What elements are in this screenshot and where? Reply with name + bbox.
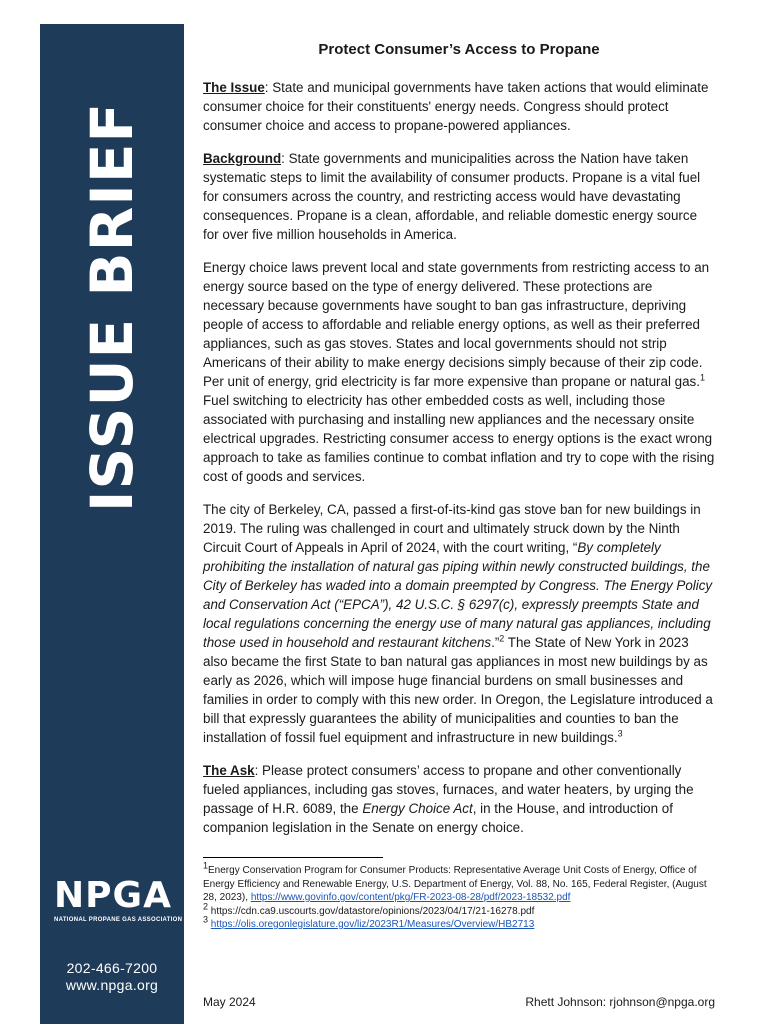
background-text: : State governments and municipalities across the Nation have taken systematic steps to limit the availability of consumer products. Propane is a vital fuel for consumers across the country, and restricting access would have devastating consequences. Propane is a clean, affordable, and reliable domestic energy source for over five million households in America.: [203, 151, 701, 242]
footnote-divider: [203, 857, 383, 858]
issue-paragraph: [203, 78, 715, 135]
footnote-2-text: https://cdn.ca9.uscourts.gov/datastore/opinions/2023/04/17/21-16278.pdf: [208, 905, 535, 917]
footnote-ref-3: 3: [617, 728, 623, 739]
berkeley-text-2: .”: [491, 635, 500, 650]
ask-text-1: : Please protect consumers’ access to propane and other conventionally fueled appliances, including gas stoves, furnaces, and water heaters, by urging the passage of H.R. 6089, the: [203, 763, 694, 816]
footnote-ref-2: 2: [499, 633, 505, 644]
energy-choice-text-1: Energy choice laws prevent local and state governments from restricting access to an energy source based on the type of energy delivered. These protections are necessary because governments have sought to ban gas infrastructure, depriving people of access to affordable and reliable energy options, as well as their preferred appliances, such as gas stoves. States and local governments should not strip Americans of their ability to make energy decisions simply because of their zip code. Per unit of energy, grid electricity is far more expensive than propane or natural gas.: [203, 260, 710, 389]
footer-date: May 2024: [203, 995, 256, 1009]
sidebar-contact: [48, 960, 176, 994]
footnote-3-number: 3: [203, 914, 209, 925]
energy-choice-text-2: Fuel switching to electricity has other embedded costs as well, including those associated with purchasing and installing new appliances and the necessary onsite electrical upgrades. Restricting consumer access to energy options is the exact wrong approach to take as families continue to combat inflation and try to cope with the rising cost of goods and services.: [203, 393, 715, 484]
logo-subtitle: NATIONAL PROPANE GAS ASSOCIATION: [54, 917, 183, 923]
ask-paragraph: [203, 761, 715, 837]
ask-text-2: , in the House, and introduction of companion legislation in the Senate on energy choice.: [203, 801, 673, 835]
issue-brief-title: ISSUE BRIEF: [78, 101, 146, 513]
footer-contact: Rhett Johnson: rjohnson@npga.org: [525, 995, 715, 1009]
energy-choice-paragraph: [203, 258, 715, 486]
energy-choice-act: Energy Choice Act: [362, 801, 473, 816]
main-content: [203, 40, 715, 932]
court-quote: By completely prohibiting the installation of natural gas piping within newly constructed buildings, the City of Berkeley has waded into a domain preempted by Congress. The Energy Policy and Conservation Act (“EPCA”), 42 U.S.C. § 6297(c), expressly preempts State and local regulations concerning the energy use of many natural gas appliances, including those used in household and restaurant kitchens: [203, 540, 713, 650]
issue-text: : State and municipal governments have taken actions that would eliminate consumer choice for their constituents' energy needs. Congress should protect consumer choice and access to propane-powered appliances.: [203, 80, 709, 133]
sidebar: [40, 24, 184, 1024]
footnote-1-number: 1: [203, 860, 209, 871]
footnote-1: [203, 860, 715, 905]
footnote-1-link[interactable]: https://www.govinfo.gov/content/pkg/FR-2023-08-28/pdf/2023-18532.pdf: [250, 892, 571, 903]
issue-label: The Issue: [203, 80, 265, 95]
background-label: Background: [203, 151, 282, 166]
page-footer: [203, 995, 715, 1009]
footnote-3-link[interactable]: https://olis.oregonlegislature.gov/liz/2023R1/Measures/Overview/HB2713: [210, 919, 535, 930]
berkeley-paragraph: [203, 500, 715, 747]
ask-label: The Ask: [203, 763, 255, 778]
background-paragraph: [203, 149, 715, 244]
website: www.npga.org: [65, 977, 159, 993]
phone-number: 202-466-7200: [66, 960, 158, 976]
logo-text: NPGA: [54, 875, 172, 916]
document-title: Protect Consumer’s Access to Propane: [318, 41, 600, 58]
footnote-2-number: 2: [203, 901, 209, 912]
footnote-ref-1: 1: [699, 372, 705, 383]
footnote-2: [203, 901, 715, 919]
npga-logo: [54, 875, 183, 923]
berkeley-text-1: The city of Berkeley, CA, passed a first-of-its-kind gas stove ban for new buildings in 2019. The ruling was challenged in court and ultimately struck down by the Ninth Circuit Court of Appeals in April of 2024, with the court writing, “: [203, 502, 701, 555]
footnote-1-text: Energy Conservation Program for Consumer Products: Representative Average Unit Costs of Energy, Office of Energy Efficiency and Renewable Energy, U.S. Department of Energy, Vol. 88, No. 165, Federal Register, (August 28, 2023),: [203, 865, 707, 903]
footnote-3: [203, 914, 715, 932]
berkeley-text-3: The State of New York in 2023 also became the first State to ban natural gas appliances in most new buildings by as early as 2026, which will impose huge financial burdens on small businesses and families in order to comply with this new order. In Oregon, the Legislature introduced a bill that expressly guarantees the ability of municipalities and counties to ban the installation of fossil fuel equipment and infrastructure in new buildings.: [203, 635, 713, 745]
